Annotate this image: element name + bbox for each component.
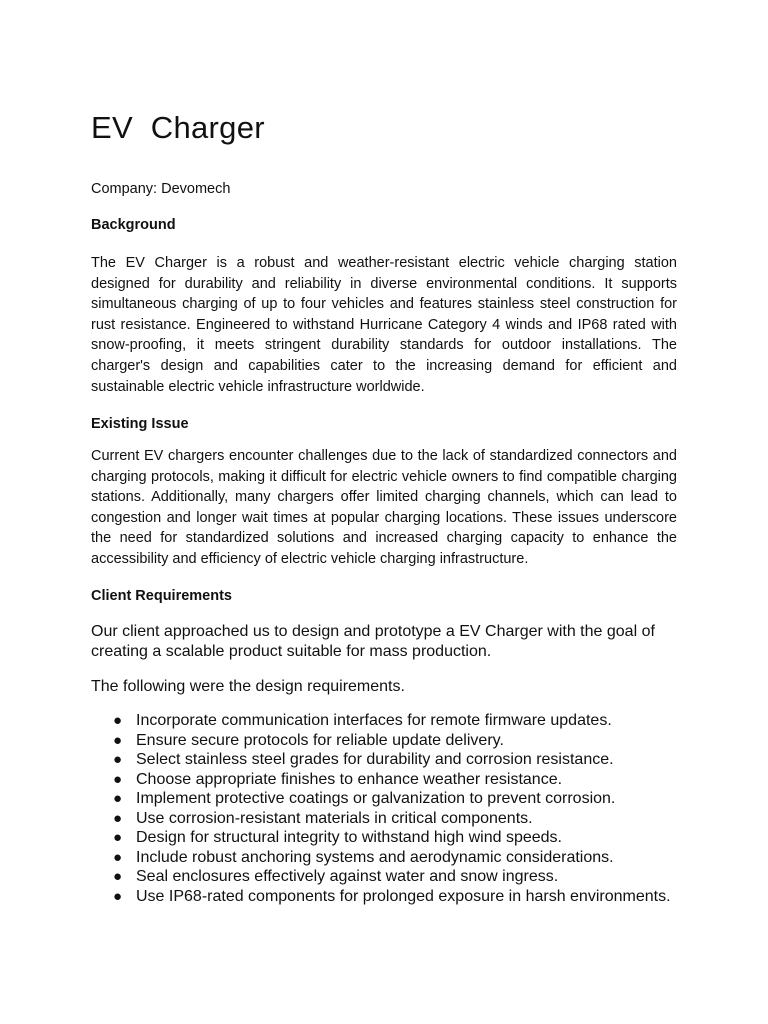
bullet-icon: ● [113, 751, 123, 768]
client-requirements-heading: Client Requirements [91, 588, 232, 604]
list-item [91, 828, 677, 848]
bullet-icon: ● [113, 887, 123, 905]
existing-issue-paragraph: Current EV chargers encounter challenges due to the lack of standardized connectors and charging protocols, making it difficult for electric vehicle owners to find compatible charging stations. Additionally, many chargers offer limited charging channels, which can lead to congestion and longer wait times at popular charging locations. These issues underscore the need for standardized solutions and increased charging capacity to enhance the accessibility and efficiency of electric vehicle charging infrastructure. [91, 448, 677, 567]
bullet-icon: ● [113, 868, 123, 885]
background-paragraph: The EV Charger is a robust and weather-resistant electric vehicle charging station designed for durability and reliability in diverse environmental conditions. It supports simultaneous charging of up to four vehicles and features stainless steel construction for rust resistance. Engineered to withstand Hurricane Category 4 winds and IP68 rated with snow-proofing, it meets stringent durability standards for outdoor installations. The charger's design and capabilities cater to the increasing demand for efficient and sustainable electric vehicle infrastructure worldwide. [91, 255, 677, 395]
list-item [91, 867, 677, 887]
list-item-text: Select stainless steel grades for durability and corrosion resistance. [136, 751, 614, 768]
list-item-text: Use corrosion-resistant materials in critical components. [136, 809, 533, 827]
background-heading: Background [91, 217, 176, 233]
list-item-text: Incorporate communication interfaces for remote firmware updates. [136, 712, 612, 729]
list-item [91, 770, 677, 790]
list-item-text: Include robust anchoring systems and aerodynamic considerations. [136, 848, 614, 866]
bullet-icon: ● [113, 731, 123, 749]
client-requirements-intro: Our client approached us to design and prototype a EV Charger with the goal of creating a scalable product suitable for mass production. [91, 623, 655, 660]
list-item [91, 848, 677, 868]
bullet-icon: ● [113, 848, 123, 866]
list-item [91, 789, 677, 809]
list-item-text: Design for structural integrity to withstand high wind speeds. [136, 829, 562, 846]
list-item-text: Seal enclosures effectively against water and snow ingress. [136, 868, 559, 885]
bullet-icon: ● [113, 829, 123, 846]
list-item-text: Choose appropriate finishes to enhance weather resistance. [136, 770, 563, 788]
bullet-icon: ● [113, 712, 123, 729]
list-item [91, 809, 677, 829]
bullet-icon: ● [113, 790, 123, 807]
existing-issue-heading: Existing Issue [91, 416, 189, 432]
list-item [91, 750, 677, 770]
requirements-lead: The following were the design requirements. [91, 678, 405, 695]
list-item [91, 711, 677, 731]
page-title: EV Charger [91, 110, 265, 145]
company-line: Company: Devomech [91, 181, 231, 197]
requirements-list [91, 711, 677, 906]
list-item-text: Ensure secure protocols for reliable update delivery. [136, 731, 504, 749]
list-item-text: Use IP68-rated components for prolonged exposure in harsh environments. [136, 887, 671, 905]
list-item [91, 731, 677, 751]
bullet-icon: ● [113, 770, 123, 788]
bullet-icon: ● [113, 809, 123, 827]
list-item [91, 887, 677, 907]
list-item-text: Implement protective coatings or galvanization to prevent corrosion. [136, 790, 616, 807]
